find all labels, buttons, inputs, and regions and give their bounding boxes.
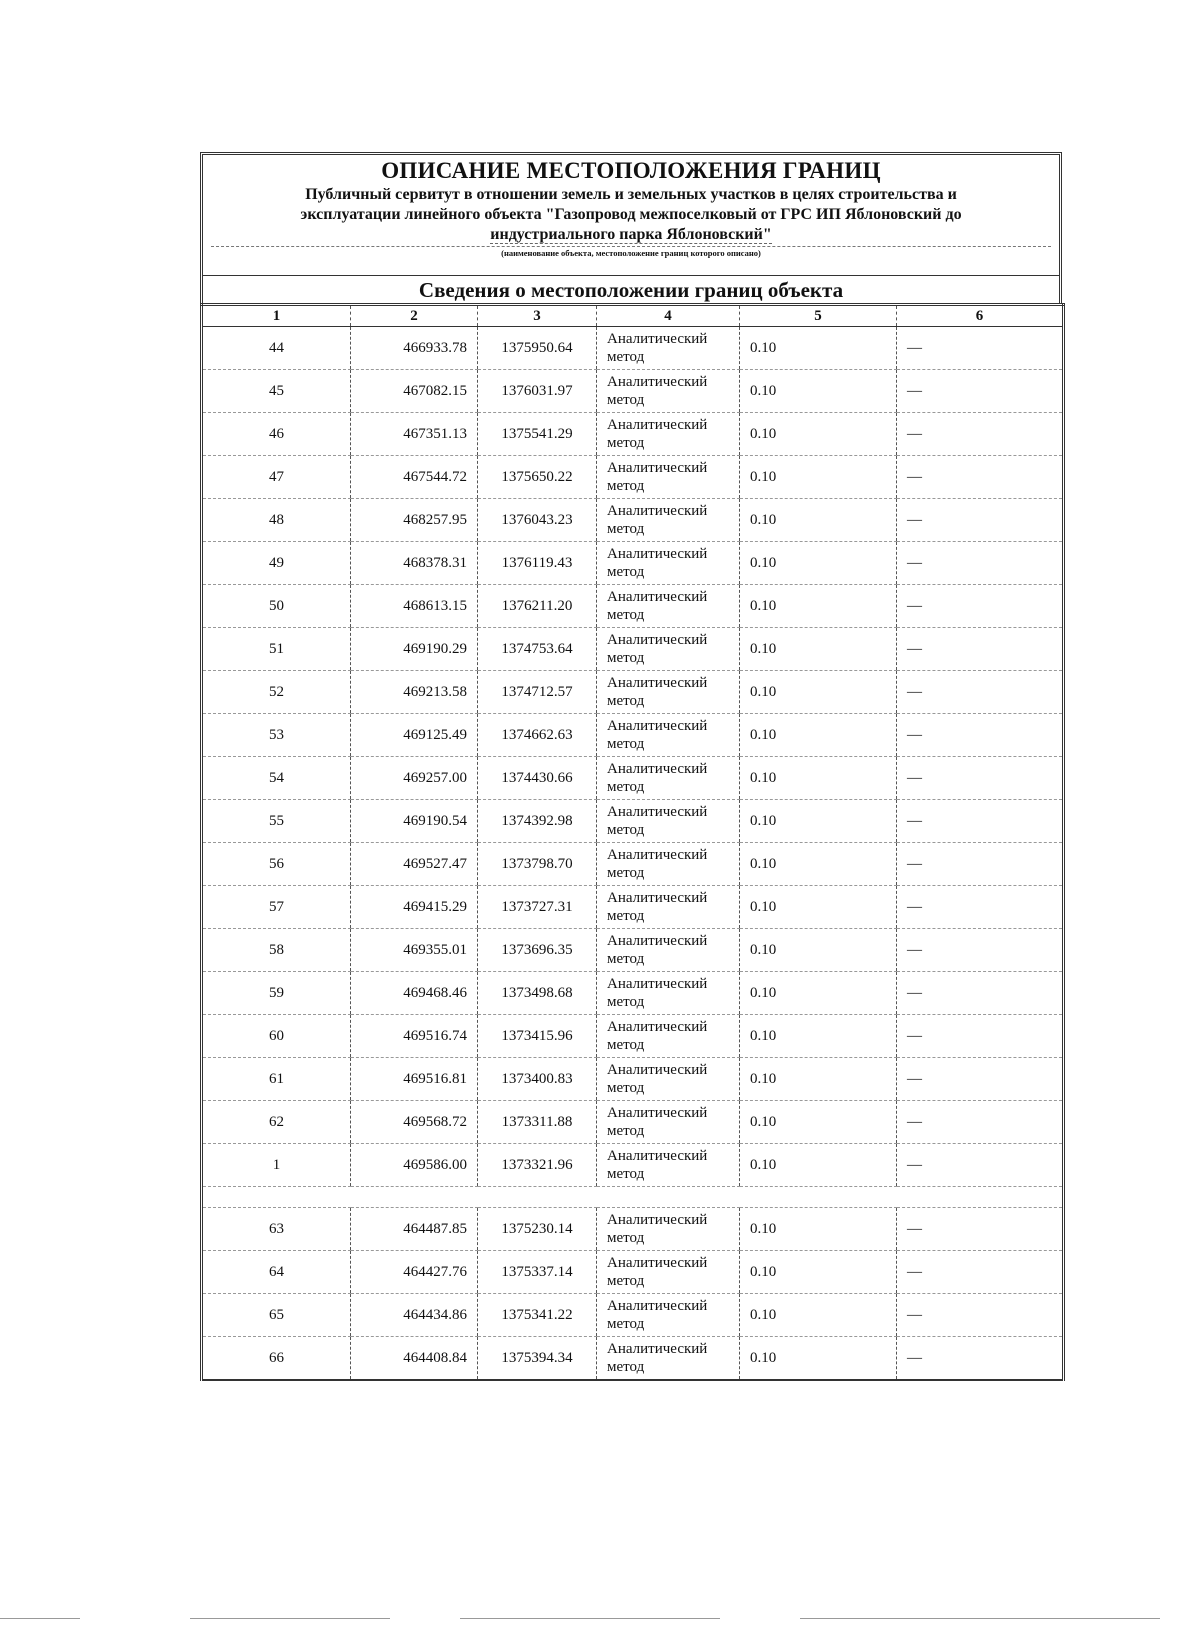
- coordinate-x: 469516.74: [351, 1015, 478, 1058]
- point-number: 54: [202, 757, 351, 800]
- method-line-2: метод: [607, 779, 645, 795]
- accuracy-value: 0.10: [740, 370, 897, 413]
- table-row: [202, 929, 1064, 972]
- method-line-1: Аналитический: [607, 632, 708, 648]
- method-line-2: метод: [607, 693, 645, 709]
- method-line-1: Аналитический: [607, 976, 708, 992]
- coordinate-x: 469190.29: [351, 628, 478, 671]
- method-line-1: Аналитический: [607, 933, 708, 949]
- coordinate-x: 469355.01: [351, 929, 478, 972]
- coordinate-x: 467351.13: [351, 413, 478, 456]
- determination-method: [597, 1294, 740, 1337]
- accuracy-value: 0.10: [740, 843, 897, 886]
- coordinate-y: 1373696.35: [478, 929, 597, 972]
- coordinate-y: 1374430.66: [478, 757, 597, 800]
- table-row: [202, 1144, 1064, 1187]
- column-number: 2: [351, 305, 478, 327]
- coordinate-x: 469468.46: [351, 972, 478, 1015]
- document-header: [200, 152, 1062, 303]
- determination-method: [597, 499, 740, 542]
- point-number: 57: [202, 886, 351, 929]
- method-line-1: Аналитический: [607, 804, 708, 820]
- coordinate-x: 469527.47: [351, 843, 478, 886]
- point-number: 50: [202, 585, 351, 628]
- coordinate-x: 469568.72: [351, 1101, 478, 1144]
- method-line-2: метод: [607, 951, 645, 967]
- point-description: —: [897, 886, 1064, 929]
- method-line-1: Аналитический: [607, 503, 708, 519]
- coordinate-y: 1376043.23: [478, 499, 597, 542]
- point-description: —: [897, 671, 1064, 714]
- coordinate-y: 1374662.63: [478, 714, 597, 757]
- table-row: [202, 327, 1064, 370]
- coordinate-y: 1375230.14: [478, 1208, 597, 1251]
- point-description: —: [897, 499, 1064, 542]
- point-description: —: [897, 800, 1064, 843]
- determination-method: [597, 929, 740, 972]
- determination-method: [597, 1208, 740, 1251]
- method-line-2: метод: [607, 1080, 645, 1096]
- method-line-2: метод: [607, 349, 645, 365]
- accuracy-value: 0.10: [740, 1144, 897, 1187]
- determination-method: [597, 327, 740, 370]
- coordinate-x: 468378.31: [351, 542, 478, 585]
- accuracy-value: 0.10: [740, 1294, 897, 1337]
- coordinate-y: 1373498.68: [478, 972, 597, 1015]
- table-row: [202, 413, 1064, 456]
- point-number: 48: [202, 499, 351, 542]
- method-line-1: Аналитический: [607, 1212, 708, 1228]
- coordinate-x: 469213.58: [351, 671, 478, 714]
- method-line-2: метод: [607, 1359, 645, 1375]
- column-number: 3: [478, 305, 597, 327]
- column-number: 6: [897, 305, 1064, 327]
- method-line-1: Аналитический: [607, 460, 708, 476]
- method-line-1: Аналитический: [607, 847, 708, 863]
- accuracy-value: 0.10: [740, 886, 897, 929]
- table-row: [202, 1208, 1064, 1251]
- accuracy-value: 0.10: [740, 929, 897, 972]
- determination-method: [597, 1101, 740, 1144]
- point-number: 59: [202, 972, 351, 1015]
- table-row: [202, 972, 1064, 1015]
- point-description: —: [897, 413, 1064, 456]
- coordinate-y: 1373798.70: [478, 843, 597, 886]
- point-number: 62: [202, 1101, 351, 1144]
- method-line-2: метод: [607, 478, 645, 494]
- accuracy-value: 0.10: [740, 327, 897, 370]
- coordinate-y: 1373415.96: [478, 1015, 597, 1058]
- column-number: 4: [597, 305, 740, 327]
- coordinate-x: 469257.00: [351, 757, 478, 800]
- accuracy-value: 0.10: [740, 1058, 897, 1101]
- accuracy-value: 0.10: [740, 413, 897, 456]
- document-title: ОПИСАНИЕ МЕСТОПОЛОЖЕНИЯ ГРАНИЦ: [381, 158, 881, 183]
- point-number: 51: [202, 628, 351, 671]
- method-line-1: Аналитический: [607, 417, 708, 433]
- point-description: —: [897, 1015, 1064, 1058]
- table-row: [202, 1251, 1064, 1294]
- coordinate-y: 1375950.64: [478, 327, 597, 370]
- coordinate-y: 1373321.96: [478, 1144, 597, 1187]
- determination-method: [597, 1337, 740, 1381]
- method-line-2: метод: [607, 564, 645, 580]
- table-row: [202, 714, 1064, 757]
- coordinate-x: 469516.81: [351, 1058, 478, 1101]
- point-description: —: [897, 1251, 1064, 1294]
- table-row: [202, 499, 1064, 542]
- accuracy-value: 0.10: [740, 1337, 897, 1381]
- object-name-caption: (наименование объекта, местоположение границ которого описано): [211, 246, 1051, 259]
- coordinate-y: 1375541.29: [478, 413, 597, 456]
- point-number: 64: [202, 1251, 351, 1294]
- group-separator: [202, 1187, 1064, 1208]
- determination-method: [597, 1251, 740, 1294]
- coordinate-x: 467544.72: [351, 456, 478, 499]
- point-number: 55: [202, 800, 351, 843]
- table-row: [202, 1058, 1064, 1101]
- coordinate-y: 1374753.64: [478, 628, 597, 671]
- point-number: 44: [202, 327, 351, 370]
- table-row: [202, 456, 1064, 499]
- determination-method: [597, 1015, 740, 1058]
- table-row: [202, 1015, 1064, 1058]
- accuracy-value: 0.10: [740, 585, 897, 628]
- point-description: —: [897, 542, 1064, 585]
- coordinate-x: 464408.84: [351, 1337, 478, 1381]
- point-description: —: [897, 628, 1064, 671]
- method-line-2: метод: [607, 521, 645, 537]
- coordinate-x: 464427.76: [351, 1251, 478, 1294]
- method-line-1: Аналитический: [607, 331, 708, 347]
- method-line-1: Аналитический: [607, 589, 708, 605]
- determination-method: [597, 628, 740, 671]
- point-description: —: [897, 972, 1064, 1015]
- column-number: 1: [202, 305, 351, 327]
- table-row: [202, 628, 1064, 671]
- method-line-2: метод: [607, 865, 645, 881]
- accuracy-value: 0.10: [740, 628, 897, 671]
- coordinate-x: 469125.49: [351, 714, 478, 757]
- method-line-1: Аналитический: [607, 890, 708, 906]
- coordinate-x: 468613.15: [351, 585, 478, 628]
- subtitle-line-3: индустриального парка Яблоновский": [490, 226, 772, 243]
- subtitle-line-1: Публичный сервитут в отношении земель и земельных участков в целях строительства и: [305, 186, 957, 203]
- point-description: —: [897, 1101, 1064, 1144]
- coordinate-y: 1376031.97: [478, 370, 597, 413]
- accuracy-value: 0.10: [740, 499, 897, 542]
- coordinate-x: 464487.85: [351, 1208, 478, 1251]
- method-line-2: метод: [607, 994, 645, 1010]
- coordinate-y: 1376119.43: [478, 542, 597, 585]
- accuracy-value: 0.10: [740, 1015, 897, 1058]
- table-row: [202, 843, 1064, 886]
- coordinate-x: 466933.78: [351, 327, 478, 370]
- table-row: [202, 1101, 1064, 1144]
- coordinate-x: 464434.86: [351, 1294, 478, 1337]
- method-line-2: метод: [607, 1316, 645, 1332]
- method-line-2: метод: [607, 736, 645, 752]
- table-row: [202, 1294, 1064, 1337]
- method-line-1: Аналитический: [607, 1341, 708, 1357]
- section-title: Сведения о местоположении границ объекта: [203, 275, 1059, 303]
- point-number: 1: [202, 1144, 351, 1187]
- table-row: [202, 800, 1064, 843]
- point-number: 47: [202, 456, 351, 499]
- coordinate-y: 1373400.83: [478, 1058, 597, 1101]
- table-row: [202, 886, 1064, 929]
- determination-method: [597, 456, 740, 499]
- determination-method: [597, 800, 740, 843]
- accuracy-value: 0.10: [740, 1251, 897, 1294]
- point-description: —: [897, 1337, 1064, 1381]
- method-line-2: метод: [607, 650, 645, 666]
- method-line-1: Аналитический: [607, 374, 708, 390]
- method-line-2: метод: [607, 392, 645, 408]
- subtitle-line-2: эксплуатации линейного объекта "Газопровод межпоселковый от ГРС ИП Яблоновский до: [300, 206, 962, 223]
- column-number: 5: [740, 305, 897, 327]
- coordinate-y: 1375650.22: [478, 456, 597, 499]
- point-number: 52: [202, 671, 351, 714]
- coordinate-y: 1373727.31: [478, 886, 597, 929]
- determination-method: [597, 714, 740, 757]
- determination-method: [597, 671, 740, 714]
- method-line-1: Аналитический: [607, 1148, 708, 1164]
- method-line-2: метод: [607, 607, 645, 623]
- method-line-2: метод: [607, 908, 645, 924]
- point-number: 49: [202, 542, 351, 585]
- point-number: 63: [202, 1208, 351, 1251]
- point-description: —: [897, 1294, 1064, 1337]
- method-line-2: метод: [607, 822, 645, 838]
- determination-method: [597, 757, 740, 800]
- table-row: [202, 370, 1064, 413]
- method-line-2: метод: [607, 1230, 645, 1246]
- point-description: —: [897, 757, 1064, 800]
- determination-method: [597, 1058, 740, 1101]
- accuracy-value: 0.10: [740, 1101, 897, 1144]
- point-description: —: [897, 843, 1064, 886]
- coordinate-x: 467082.15: [351, 370, 478, 413]
- determination-method: [597, 413, 740, 456]
- boundary-description-document: [200, 152, 1062, 1381]
- method-line-2: метод: [607, 1273, 645, 1289]
- method-line-1: Аналитический: [607, 1255, 708, 1271]
- method-line-1: Аналитический: [607, 718, 708, 734]
- method-line-1: Аналитический: [607, 761, 708, 777]
- point-number: 61: [202, 1058, 351, 1101]
- point-number: 66: [202, 1337, 351, 1381]
- determination-method: [597, 370, 740, 413]
- method-line-1: Аналитический: [607, 1105, 708, 1121]
- method-line-2: метод: [607, 1037, 645, 1053]
- point-description: —: [897, 456, 1064, 499]
- table-row: [202, 757, 1064, 800]
- determination-method: [597, 843, 740, 886]
- point-description: —: [897, 714, 1064, 757]
- accuracy-value: 0.10: [740, 714, 897, 757]
- point-number: 45: [202, 370, 351, 413]
- coordinate-y: 1374392.98: [478, 800, 597, 843]
- point-description: —: [897, 585, 1064, 628]
- column-number-row: [202, 305, 1064, 327]
- method-line-1: Аналитический: [607, 1062, 708, 1078]
- determination-method: [597, 886, 740, 929]
- accuracy-value: 0.10: [740, 671, 897, 714]
- accuracy-value: 0.10: [740, 542, 897, 585]
- coordinate-x: 468257.95: [351, 499, 478, 542]
- table-row: [202, 671, 1064, 714]
- accuracy-value: 0.10: [740, 456, 897, 499]
- point-description: —: [897, 1058, 1064, 1101]
- point-description: —: [897, 1144, 1064, 1187]
- coordinate-x: 469586.00: [351, 1144, 478, 1187]
- accuracy-value: 0.10: [740, 757, 897, 800]
- accuracy-value: 0.10: [740, 1208, 897, 1251]
- table-row: [202, 1337, 1064, 1381]
- determination-method: [597, 972, 740, 1015]
- accuracy-value: 0.10: [740, 972, 897, 1015]
- determination-method: [597, 542, 740, 585]
- method-line-2: метод: [607, 435, 645, 451]
- method-line-1: Аналитический: [607, 1298, 708, 1314]
- coordinate-y: 1376211.20: [478, 585, 597, 628]
- point-description: —: [897, 327, 1064, 370]
- coordinate-x: 469415.29: [351, 886, 478, 929]
- method-line-1: Аналитический: [607, 675, 708, 691]
- method-line-1: Аналитический: [607, 546, 708, 562]
- method-line-2: метод: [607, 1166, 645, 1182]
- document-subtitle: [203, 185, 1059, 245]
- point-description: —: [897, 1208, 1064, 1251]
- coordinate-y: 1374712.57: [478, 671, 597, 714]
- coordinate-x: 469190.54: [351, 800, 478, 843]
- coordinate-y: 1375341.22: [478, 1294, 597, 1337]
- point-number: 60: [202, 1015, 351, 1058]
- coordinate-y: 1373311.88: [478, 1101, 597, 1144]
- point-number: 46: [202, 413, 351, 456]
- coordinate-y: 1375337.14: [478, 1251, 597, 1294]
- method-line-2: метод: [607, 1123, 645, 1139]
- point-description: —: [897, 370, 1064, 413]
- point-number: 65: [202, 1294, 351, 1337]
- table-row: [202, 585, 1064, 628]
- determination-method: [597, 1144, 740, 1187]
- point-number: 53: [202, 714, 351, 757]
- point-number: 58: [202, 929, 351, 972]
- point-description: —: [897, 929, 1064, 972]
- coordinates-table: [200, 303, 1065, 1381]
- point-number: 56: [202, 843, 351, 886]
- table-row: [202, 542, 1064, 585]
- determination-method: [597, 585, 740, 628]
- method-line-1: Аналитический: [607, 1019, 708, 1035]
- coordinate-y: 1375394.34: [478, 1337, 597, 1381]
- accuracy-value: 0.10: [740, 800, 897, 843]
